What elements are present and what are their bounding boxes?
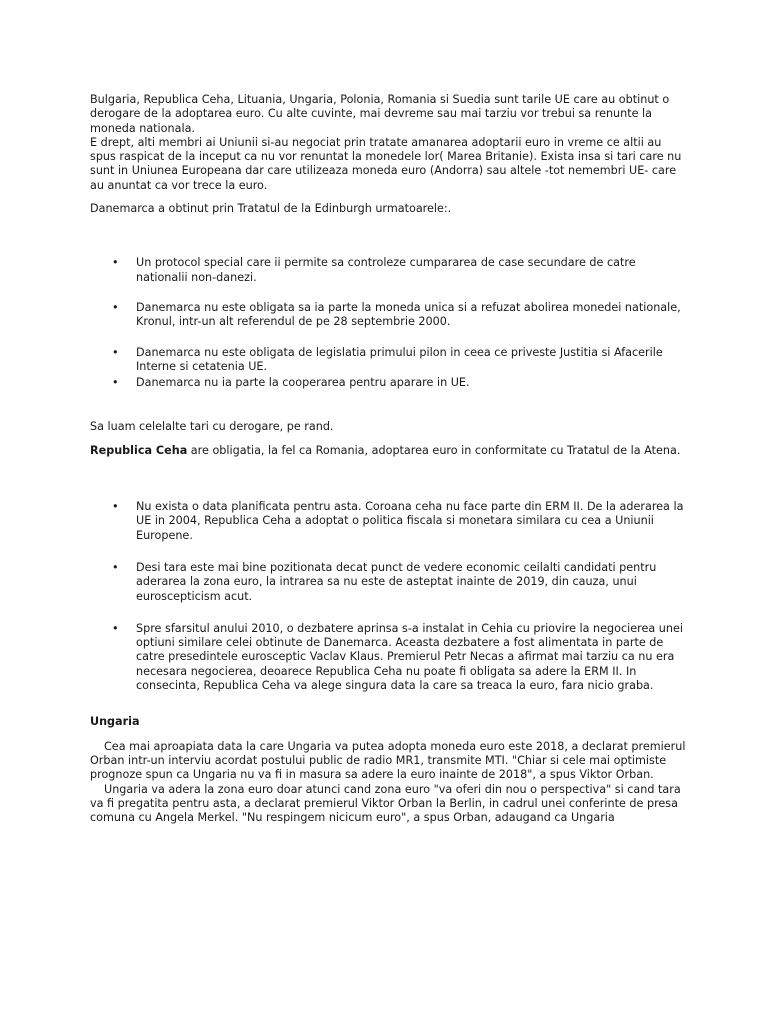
- bullet-icon: •: [112, 376, 119, 390]
- list-item: [90, 376, 690, 390]
- bullet-icon: •: [112, 345, 119, 359]
- list-item-text: Desi tara este mai bine pozitionata decat punct de vedere economic ceilalti candidati pentru aderarea la zona euro, la intrarea sa nu este de asteptat inainte de 2019, din cauza, unui euroscepticism acut.: [136, 560, 657, 603]
- document-page: [90, 93, 690, 825]
- list-item: [90, 346, 690, 375]
- ceha-list: [90, 500, 690, 693]
- list-item-text: Nu exista o data planificata pentru asta. Coroana ceha nu face parte din ERM II. De la aderarea la UE in 2004, Republica Ceha a adoptat o politica fiscala si monetara similara cu cea a Uniunii Europene.: [136, 500, 684, 542]
- list-item: [90, 500, 690, 543]
- bullet-icon: •: [112, 300, 119, 314]
- spacer: [90, 216, 690, 256]
- ungaria-paragraph-2: Ungaria va adera la zona euro doar atunci cand zona euro "va oferi din nou o perspectiva" si cand tara va fi pregatita pentru asta, a declarat premierul Viktor Orban la Berlin, in cadrul unei conferinte de presa comuna cu Angela Merkel. "Nu respingem nicicum euro", a spus Orban, adaugand ca Ungaria: [90, 782, 681, 825]
- list-item-text: Spre sfarsitul anului 2010, o dezbatere aprinsa s-a instalat in Cehia cu priovire la negocierea unei optiuni similare celei obtinute de Danemarca. Aceasta dezbatere a fost alimentata in parte de catre presedintele eurosceptic Vaclav Klaus. Premierul Petr Necas a afirmat mai tarziu ca nu era necesara negocierea, deoarece Republica Ceha nu poate fi obligata sa adere la ERM II. In consecinta, Republica Ceha va alege singura data la care sa treaca la euro, fara nicio graba.: [136, 621, 683, 693]
- intro-paragraph-3: Danemarca a obtinut prin Tratatul de la Edinburgh urmatoarele:.: [90, 202, 452, 216]
- bullet-icon: •: [112, 560, 119, 574]
- bullet-icon: •: [112, 500, 119, 514]
- ceha-text: are obligatia, la fel ca Romania, adoptarea euro in conformitate cu Tratatul de la Atena.: [187, 443, 681, 457]
- list-item-text: Danemarca nu este obligata de legislatia primului pilon in ceea ce priveste Justitia si Afacerile Interne si cetatenia UE.: [136, 345, 663, 373]
- list-item: [90, 301, 690, 330]
- ceha-name: Republica Ceha: [90, 443, 188, 457]
- list-item-text: Un protocol special care ii permite sa controleze cumpararea de case secundare de catre nationalii non-danezi.: [136, 256, 636, 284]
- list-item-text: Danemarca nu ia parte la cooperarea pentru aparare in UE.: [136, 376, 470, 390]
- denmark-list: [90, 256, 690, 390]
- spacer: [90, 458, 690, 500]
- bullet-icon: •: [112, 621, 119, 635]
- ungaria-heading: Ungaria: [90, 715, 140, 729]
- list-item-text: Danemarca nu este obligata sa ia parte la moneda unica si a refuzat abolirea monedei nationale, Kronul, intr-un alt referendul de pe 28 septembrie 2000.: [136, 300, 681, 329]
- ungaria-paragraph-1: Cea mai aproapiata data la care Ungaria va putea adopta moneda euro este 2018, a declarat premierul Orban intr-un interviu acordat postului public de radio MR1, transmite MTI. "Chiar si cele mai optimiste prognoze spun ca Ungaria nu va fi in masura sa adere la euro inainte de 2018", a spus Viktor Orban.: [90, 739, 686, 782]
- transition-paragraph: Sa luam celelalte tari cu derogare, pe rand.: [90, 420, 334, 434]
- list-item: [90, 622, 690, 693]
- bullet-icon: •: [112, 256, 119, 270]
- list-item: [90, 256, 690, 285]
- list-item: [90, 561, 690, 604]
- intro-paragraph-1: Bulgaria, Republica Ceha, Lituania, Ungaria, Polonia, Romania si Suedia sunt tarile UE care au obtinut o derogare de la adoptarea euro. Cu alte cuvinte, mai devreme sau mai tarziu vor trebui sa renunte la moneda nationala.: [90, 93, 670, 135]
- intro-paragraph-2: E drept, alti membri ai Uniunii si-au negociat prin tratate amanarea adoptarii euro in vreme ce altii au spus raspicat de la inceput ca nu vor renuntat la monedele lor( Marea Britanie). Exista insa si tari care nu sunt in Uniunea Europeana dar care utilizeaza moneda euro (Andorra) sau altele -tot nemembri UE- care au anuntat ca vor trece la euro.: [90, 135, 682, 192]
- ceha-paragraph: [90, 444, 690, 458]
